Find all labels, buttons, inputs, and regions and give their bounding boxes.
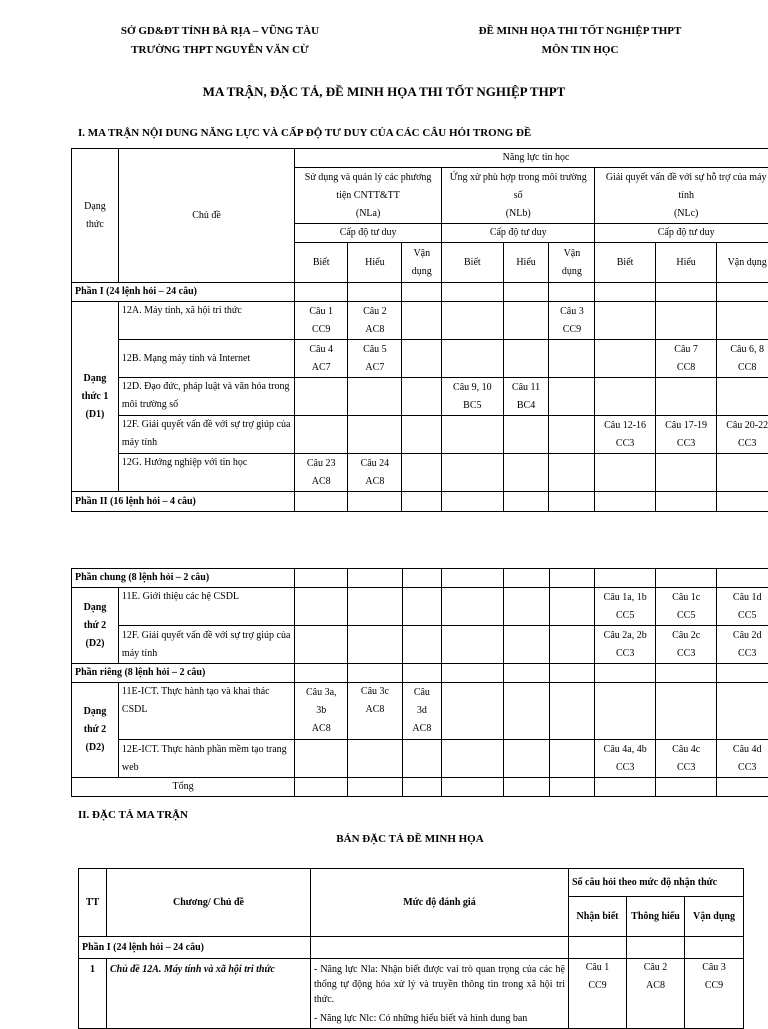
table-cell: Câu 1 CC9 [295,302,348,340]
section-2-title: II. ĐẶC TẢ MA TRẬN [78,809,188,821]
topic-11e-ict: 11E-ICT. Thực hành tạo và khai thác CSDL [118,683,294,740]
table-cell: Câu 2 AC8 [627,959,685,1029]
table-cell: Câu 2c CC3 [655,626,717,664]
dang-thuc-2-rieng: Dạng thứ 2 (D2) [72,683,119,778]
hieu-header: Hiểu [503,243,549,283]
cap-do-nla: Cấp độ tư duy [295,224,442,243]
school-name: TRƯỜNG THPT NGUYỄN VĂN CỪ [131,44,309,56]
table-cell: Câu 11 BC4 [503,378,549,416]
dang-thuc-header: Dạng thức [72,149,119,283]
table-cell: Câu 1 CC9 [569,959,627,1029]
table-cell: Câu 6, 8 CC8 [717,340,768,378]
topic-12b: 12B. Mạng máy tính và Internet [118,340,294,378]
table-cell: Câu 9, 10 BC5 [442,378,504,416]
van-dung-header: Vận dụng [717,243,768,283]
table-cell: Câu 1d CC5 [717,588,768,626]
biet-header: Biết [595,243,655,283]
dang-thuc-2: Dạng thứ 2 (D2) [72,588,119,664]
van-dung-header: Vận dụng [402,243,442,283]
matrix-table-continued [71,568,768,797]
table-cell: Câu 2 AC8 [348,302,402,340]
matrix-table [71,148,768,512]
table-cell: Câu 4c CC3 [655,740,717,778]
table-cell: Câu 4a, 4b CC3 [595,740,655,778]
table-cell: Câu 3 CC9 [549,302,595,340]
table-cell: Câu 1c CC5 [655,588,717,626]
van-dung-header: Vận dụng [549,243,595,283]
topic-12a: 12A. Máy tính, xã hội tri thức [118,302,294,340]
topic-12g: 12G. Hướng nghiệp với tin học [118,454,294,492]
table-cell: Câu 3a, 3b AC8 [295,683,348,740]
biet-header: Biết [295,243,348,283]
department-name: SỞ GD&ĐT TỈNH BÀ RỊA – VŨNG TÀU [120,25,320,37]
spec-topic-12a: Chủ đề 12A. Máy tính và xã hội tri thức [107,959,311,1029]
cap-do-nlc: Cấp độ tư duy [595,224,768,243]
nla-header: Sử dụng và quản lý các phương tiện CNTT&TT (NLa) [295,168,442,224]
spec-criterion-nlc: - Năng lực Nlc: Có những hiểu biết và hình dung ban [314,1013,528,1024]
table-cell: Câu 3c AC8 [348,683,402,740]
chu-de-header: Chủ đề [118,149,294,283]
hieu-header: Hiểu [655,243,717,283]
nlb-header: Ứng xử phù hợp trong môi trường số (NLb) [442,168,595,224]
nang-luc-header: Năng lực tin học [295,149,768,168]
nlc-header: Giải quyết vấn đề với sự hỗ trợ của máy tính (NLc) [595,168,768,224]
spec-title: BẢN ĐẶC TẢ ĐỀ MINH HỌA [336,833,484,845]
phan-chung-label: Phần chung (8 lệnh hỏi – 2 câu) [72,569,295,588]
table-cell: Câu 4d CC3 [717,740,768,778]
exam-name: ĐỀ MINH HỌA THI TỐT NGHIỆP THPT [478,25,682,37]
table-cell: Câu 2a, 2b CC3 [595,626,655,664]
subject-name: MÔN TIN HỌC [541,44,619,56]
tong-row-label: Tổng [72,778,295,797]
topic-12e-ict: 12E-ICT. Thực hành phần mềm tạo trang web [118,740,294,778]
table-cell: Câu 2d CC3 [717,626,768,664]
table-cell: Câu 24 AC8 [348,454,402,492]
table-cell: Câu 3d AC8 [402,683,442,740]
hieu-header: Hiểu [348,243,402,283]
muc-do-header: Mức độ đánh giá [311,869,569,937]
table-cell: Câu 5 AC7 [348,340,402,378]
van-dung-header: Vận dụng [685,897,744,937]
spec-table [78,868,744,1029]
section-1-title: I. MA TRẬN NỘI DUNG NĂNG LỰC VÀ CẤP ĐỘ TƯ DUY CỦA CÁC CÂU HỎI TRONG ĐỀ [78,127,532,139]
topic-12d: 12D. Đạo đức, pháp luật và văn hóa trong môi trường số [118,378,294,416]
table-cell: Câu 3 CC9 [685,959,744,1029]
row-number: 1 [79,959,107,1029]
nhan-biet-header: Nhận biết [569,897,627,937]
topic-12f: 12F. Giải quyết vấn đề với sự trợ giúp của máy tính [118,416,294,454]
cap-do-nlb: Cấp độ tư duy [442,224,595,243]
table-cell: Câu 4 AC7 [295,340,348,378]
table-cell: Câu 12-16 CC3 [595,416,655,454]
phan-1-label: Phần I (24 lệnh hỏi – 24 câu) [72,283,295,302]
tt-header: TT [79,869,107,937]
exam-header [455,22,705,60]
biet-header: Biết [442,243,504,283]
spec-phan-1-label: Phần I (24 lệnh hỏi – 24 câu) [79,937,311,959]
dang-thuc-1: Dạng thức 1 (D1) [72,302,119,492]
table-cell: Câu 7 CC8 [655,340,717,378]
thong-hieu-header: Thông hiểu [627,897,685,937]
table-cell: Câu 1a, 1b CC5 [595,588,655,626]
so-cau-header: Số câu hỏi theo mức độ nhận thức [569,869,744,897]
page-title: MA TRẬN, ĐẶC TẢ, ĐỀ MINH HỌA THI TỐT NGHIỆP THPT [202,84,566,99]
table-cell: Câu 20-22 CC3 [717,416,768,454]
phan-rieng-label: Phần riêng (8 lệnh hỏi – 2 câu) [72,664,295,683]
topic-11e: 11E. Giới thiệu các hệ CSDL [118,588,294,626]
phan-2-label: Phần II (16 lệnh hỏi – 4 câu) [72,492,295,512]
spec-criterion-nla: - Năng lực Nla: Nhận biết được vai trò quan trọng của các hệ thống tự động hóa xử lý và truyền thông tin trong xã hội tri thức. [314,964,565,1005]
chuong-header: Chương/ Chủ đề [107,869,311,937]
school-header [92,22,348,60]
table-cell: Câu 23 AC8 [295,454,348,492]
table-cell: Câu 17-19 CC3 [655,416,717,454]
topic-12f-d2: 12F. Giải quyết vấn đề với sự trợ giúp của máy tính [118,626,294,664]
